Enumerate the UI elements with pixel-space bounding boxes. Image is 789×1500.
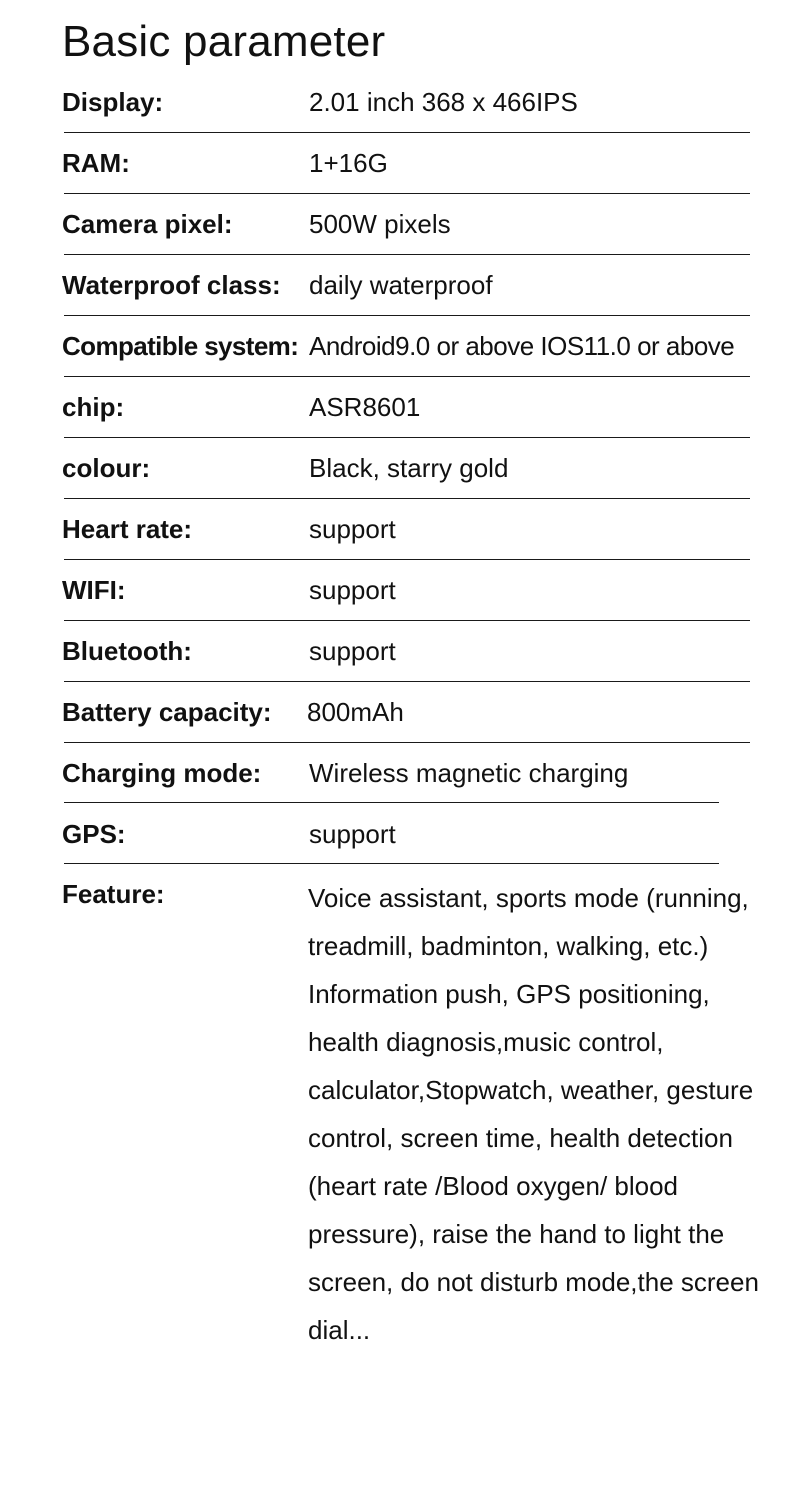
row-divider	[64, 132, 750, 133]
feature-description: Voice assistant, sports mode (running, treadmill, badminton, walking, etc.) Information push, GPS positioning, health diagnosis,music control, calculator,Stopwatch, weather, gesture control, screen time, health detection (heart rate /Blood oxygen/ blood pressure), raise the hand to light the screen, do not disturb mode,the screen dial...	[308, 883, 759, 1345]
spec-label: Heart rate:	[62, 514, 193, 544]
spec-label: Charging mode:	[62, 758, 262, 788]
spec-value: Black, starry gold	[309, 453, 509, 483]
page-title: Basic parameter	[62, 17, 386, 66]
spec-label: chip:	[62, 392, 125, 422]
feature-label: Feature:	[62, 879, 165, 909]
row-divider	[64, 559, 750, 560]
spec-label: Waterproof class:	[62, 270, 281, 300]
spec-value: support	[309, 575, 396, 605]
spec-label: Battery capacity:	[62, 697, 272, 727]
spec-value: Wireless magnetic charging	[309, 758, 629, 788]
spec-label: GPS:	[62, 819, 126, 849]
spec-value: support	[309, 636, 396, 666]
spec-value: Android9.0 or above IOS11.0 or above	[309, 331, 735, 361]
row-divider	[64, 802, 719, 803]
row-divider	[64, 863, 719, 864]
spec-value: 500W pixels	[309, 209, 451, 239]
spec-label: WIFI:	[62, 575, 126, 605]
spec-label: Display:	[62, 87, 164, 117]
spec-label: Camera pixel:	[62, 209, 233, 239]
spec-label: Compatible system:	[62, 331, 299, 361]
spec-label: RAM:	[62, 148, 130, 178]
spec-value: daily waterproof	[309, 270, 493, 300]
spec-label: colour:	[62, 453, 151, 483]
spec-value: 800mAh	[307, 697, 404, 727]
spec-value: support	[309, 819, 396, 849]
spec-label: Bluetooth:	[62, 636, 192, 666]
spec-value: support	[309, 514, 396, 544]
spec-value: ASR8601	[309, 392, 421, 422]
spec-value: 2.01 inch 368 x 466IPS	[309, 87, 578, 117]
spec-value: 1+16G	[309, 148, 388, 178]
